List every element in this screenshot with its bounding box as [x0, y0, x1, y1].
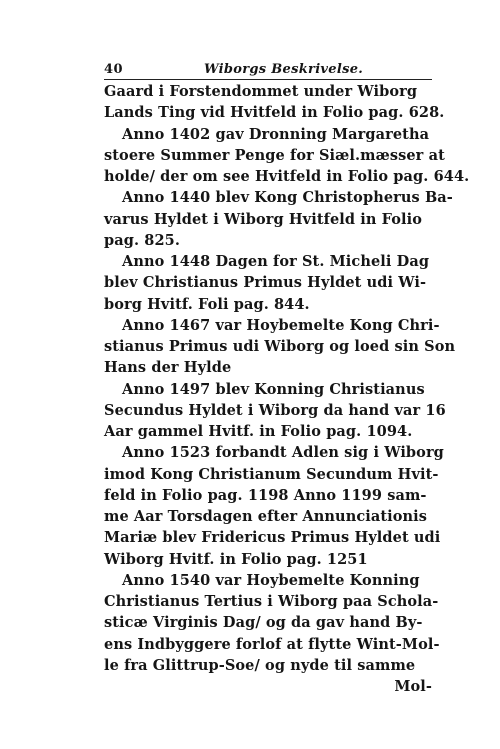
text-line: Anno 1467 var Hoybemelte Kong Chri- [122, 316, 440, 334]
text-line: Gaard i Forstendommet under Wiborg [104, 83, 418, 100]
catchword: Mol- [394, 678, 432, 695]
text-line: stoere Summer Penge for Siæl.mæsser at [104, 146, 445, 164]
text-line: stianus Primus udi Wiborg og loed sin Son [104, 338, 456, 355]
text-line: Lands Ting vid Hvitfeld in Folio pag. 628. [104, 104, 445, 122]
text-line: feld in Folio pag. 1198 Anno 1199 sam- [104, 486, 427, 504]
header-rule [104, 79, 432, 80]
text-line: sticæ Virginis Dag/ og da gav hand By- [104, 614, 423, 632]
text-line: Secundus Hyldet i Wiborg da hand var 16 [104, 401, 446, 419]
text-line: me Aar Torsdagen efter Annunciationis [104, 508, 428, 525]
text-line: varus Hyldet i Wiborg Hvitfeld in Folio [104, 210, 423, 228]
page-number: 40 [104, 62, 124, 77]
text-line: borg Hvitf. Foli pag. 844. [104, 295, 310, 313]
text-line: Anno 1540 var Hoybemelte Konning [122, 571, 420, 589]
text-line: imod Kong Christianum Secundum Hvit- [104, 465, 439, 483]
text-line: Hans der Hylde [104, 359, 232, 377]
text-line: ens Indbyggere forlof at flytte Wint-Mol- [104, 635, 440, 653]
running-head: Wiborgs Beskrivelse. [204, 62, 364, 77]
text-line: Anno 1402 gav Dronning Margaretha [122, 125, 430, 143]
text-line: holde/ der om see Hvitfeld in Folio pag. 644. [104, 168, 470, 185]
text-line: Aar gammel Hvitf. in Folio pag. 1094. [104, 423, 413, 440]
text-line: le fra Glittrup-Soe/ og nyde til samme [104, 656, 416, 674]
text-line: pag. 825. [104, 231, 180, 249]
page-header [104, 62, 432, 80]
text-line: Christianus Tertius i Wiborg paa Schola- [104, 593, 439, 610]
text-line: Anno 1448 Dagen for St. Micheli Dag [122, 253, 430, 270]
text-line: Wiborg Hvitf. in Folio pag. 1251 [104, 550, 368, 568]
text-line: blev Christianus Primus Hyldet udi Wi- [104, 274, 427, 292]
text-line: Anno 1440 blev Kong Christopherus Ba- [122, 189, 453, 207]
text-line: Anno 1523 forbandt Adlen sig i Wiborg [122, 444, 444, 462]
text-line: Mariæ blev Fridericus Primus Hyldet udi [104, 529, 441, 547]
body-text [104, 81, 470, 697]
text-line: Anno 1497 blev Konning Christianus [122, 380, 425, 398]
